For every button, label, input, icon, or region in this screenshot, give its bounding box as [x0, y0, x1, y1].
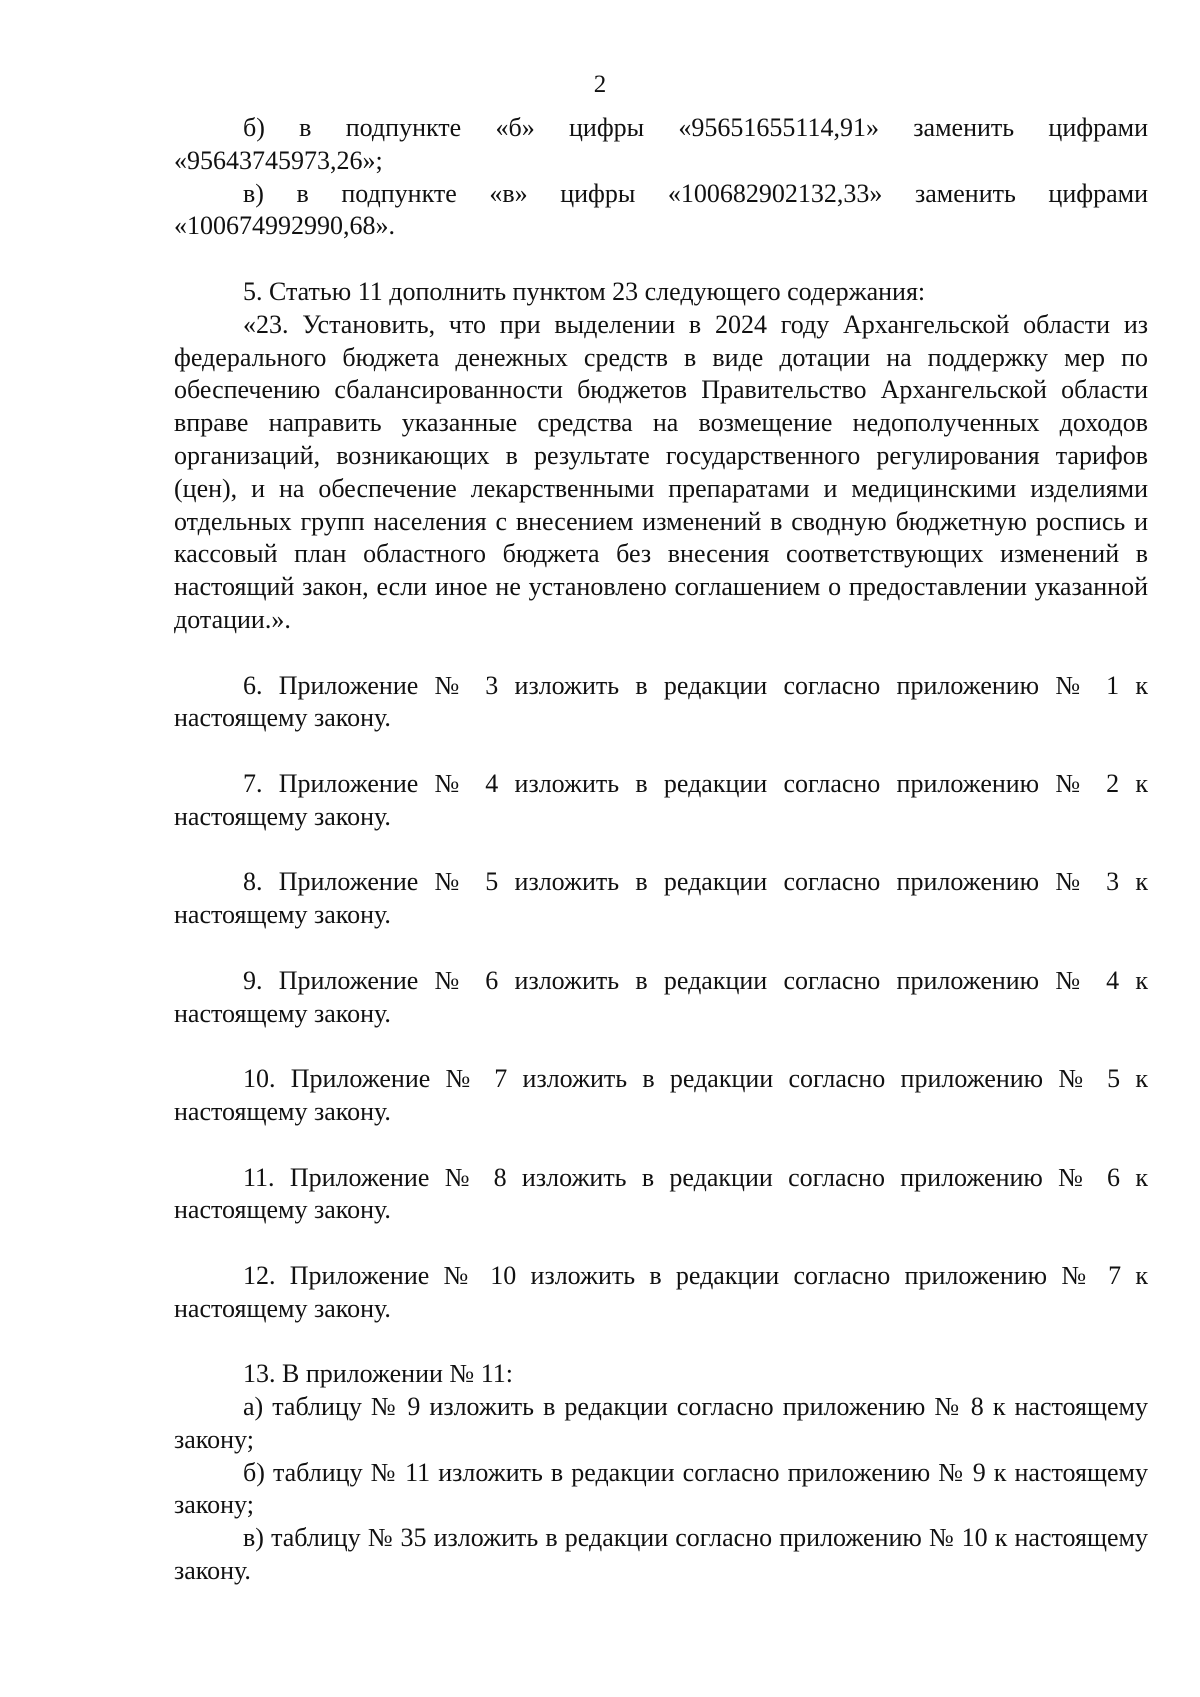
paragraph-item-13: 13. В приложении № 11: — [243, 1359, 513, 1389]
paragraph-v-subitem: в) в подпункте «в» цифры «100682902132,33» заменить цифрами «100674992990,68». — [174, 178, 1148, 241]
paragraph-item-13-b: б) таблицу № 11 изложить в редакции согласно приложению № 9 к настоящему закону; — [174, 1457, 1148, 1520]
document-body — [174, 112, 1148, 1588]
paragraph-item-5: 5. Статью 11 дополнить пунктом 23 следующего содержания: — [243, 276, 926, 306]
paragraph-item-7: 7. Приложение № 4 изложить в редакции согласно приложению № 2 к настоящему закону. — [174, 768, 1148, 831]
paragraph-item-9: 9. Приложение № 6 изложить в редакции согласно приложению № 4 к настоящему закону. — [174, 965, 1148, 1028]
paragraph-item-23-text: «23. Установить, что при выделении в 2024 году Архангельской области из федерального бюджета денежных средств в виде дотации на поддержку мер по обеспечению сбалансированности бюджетов Правительство Архангельской области вправе направить указанные средства на возмещение недополученных доходов организаций, возникающих в результате государственного регулирования тарифов (цен), и на обеспечение лекарственными препаратами и медицинскими изделиями отдельных групп населения с внесением изменений в сводную бюджетную роспись и кассовый план областного бюджета без внесения соответствующих изменений в настоящий закон, если иное не установлено соглашением о предоставлении указанной дотации.». — [174, 309, 1148, 634]
paragraph-item-13-v: в) таблицу № 35 изложить в редакции согласно приложению № 10 к настоящему закону. — [174, 1523, 1148, 1586]
paragraph-item-10: 10. Приложение № 7 изложить в редакции согласно приложению № 5 к настоящему закону. — [174, 1064, 1148, 1126]
page-number: 2 — [593, 71, 607, 98]
paragraph-item-6: 6. Приложение № 3 изложить в редакции согласно приложению № 1 к настоящему закону. — [174, 670, 1148, 733]
paragraph-item-12: 12. Приложение № 10 изложить в редакции согласно приложению № 7 к настоящему закону. — [174, 1260, 1148, 1323]
paragraph-item-8: 8. Приложение № 5 изложить в редакции согласно приложению № 3 к настоящему закону. — [174, 867, 1148, 930]
paragraph-item-13-a: а) таблицу № 9 изложить в редакции согласно приложению № 8 к настоящему закону; — [174, 1392, 1148, 1454]
paragraph-b-subitem: б) в подпункте «б» цифры «95651655114,91» заменить цифрами «95643745973,26»; — [174, 113, 1148, 175]
paragraph-item-11: 11. Приложение № 8 изложить в редакции согласно приложению № 6 к настоящему закону. — [174, 1162, 1148, 1225]
